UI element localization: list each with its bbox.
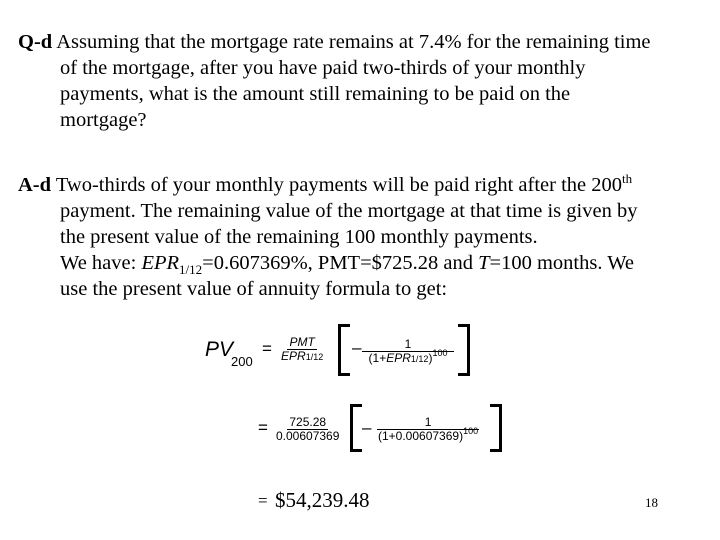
- eq2-num: 725.28: [289, 415, 327, 429]
- eq2-fraction: [274, 416, 341, 442]
- eq1-den-sub: 1/12: [305, 351, 324, 362]
- answer-line-2: payment. The remaining value of the mortgage at that time is given by: [60, 200, 638, 222]
- question-tag: Q-d: [18, 31, 53, 53]
- eq1-num: PMT: [289, 335, 315, 349]
- answer-epr: EPR: [141, 252, 180, 274]
- equation-3: [258, 488, 418, 518]
- eq1-inner-epr: EPR: [386, 350, 411, 365]
- eq1-inner-close: ): [428, 350, 433, 365]
- question-line-4: mortgage?: [60, 109, 147, 131]
- eq1-inner-num: 1: [362, 338, 454, 352]
- answer-line-3: the present value of the remaining 100 monthly payments.: [60, 226, 538, 248]
- answer-months: =100 months. We: [489, 252, 635, 274]
- eq1-pv: PV: [205, 338, 234, 361]
- eq2-inner-fraction: [376, 416, 480, 442]
- eq2-right-bracket: [490, 404, 502, 452]
- eq2-inner-num: 1: [377, 416, 479, 430]
- equation-2: [258, 400, 518, 460]
- question-paragraph: [18, 29, 708, 133]
- answer-t: T: [478, 252, 490, 274]
- question-line-1: [18, 29, 708, 55]
- eq1-inner-sub: 1/12: [410, 353, 429, 364]
- eq1-den: EPR: [281, 348, 306, 363]
- answer-line-4: [18, 250, 708, 276]
- question-line-2: of the mortgage, after you have paid two-thirds of your monthly: [60, 57, 586, 79]
- answer-text-1: Two-thirds of your monthly payments will be paid right after the 200: [55, 174, 623, 196]
- eq1-inner-open: (1+: [368, 350, 387, 365]
- answer-tag: A-d: [18, 174, 52, 196]
- answer-line-5: use the present value of annuity formula to get:: [60, 278, 448, 300]
- slide-number: 18: [645, 495, 658, 510]
- eq2-left-bracket: [350, 404, 362, 452]
- equation-1: [205, 322, 495, 382]
- answer-paragraph: [18, 172, 708, 302]
- eq2-inner-exp: 100: [463, 425, 479, 436]
- eq1-fraction: [279, 336, 325, 362]
- eq1-inner-exp: 100: [432, 347, 448, 358]
- eq2-den: 0.00607369: [276, 428, 340, 443]
- answer-line-1: [18, 172, 708, 198]
- question-line-3: payments, what is the amount still remaining to be paid on the: [60, 83, 571, 105]
- eq1-equals: =: [262, 339, 272, 358]
- answer-values: =0.607369%, PMT=$725.28 and: [202, 252, 479, 274]
- question-text-1: Assuming that the mortgage rate remains at 7.4% for the remaining time: [56, 31, 651, 53]
- eq1-inner-fraction: [362, 338, 454, 364]
- eq2-inner-den: (1+0.00607369): [378, 428, 464, 443]
- eq3-equals: =: [258, 491, 268, 510]
- answer-epr-sub: 1/12: [179, 262, 203, 277]
- eq1-left-bracket: [338, 324, 350, 376]
- eq2-equals: =: [258, 418, 268, 437]
- eq1-right-bracket: [458, 324, 470, 376]
- eq2-minus: –: [362, 418, 372, 437]
- eq1-pv-sub: 200: [231, 354, 253, 369]
- answer-superscript-th: th: [622, 171, 633, 186]
- eq1-minus: –: [352, 338, 362, 357]
- answer-we-have: We have:: [60, 252, 142, 274]
- eq3-value: $54,239.48: [275, 488, 370, 512]
